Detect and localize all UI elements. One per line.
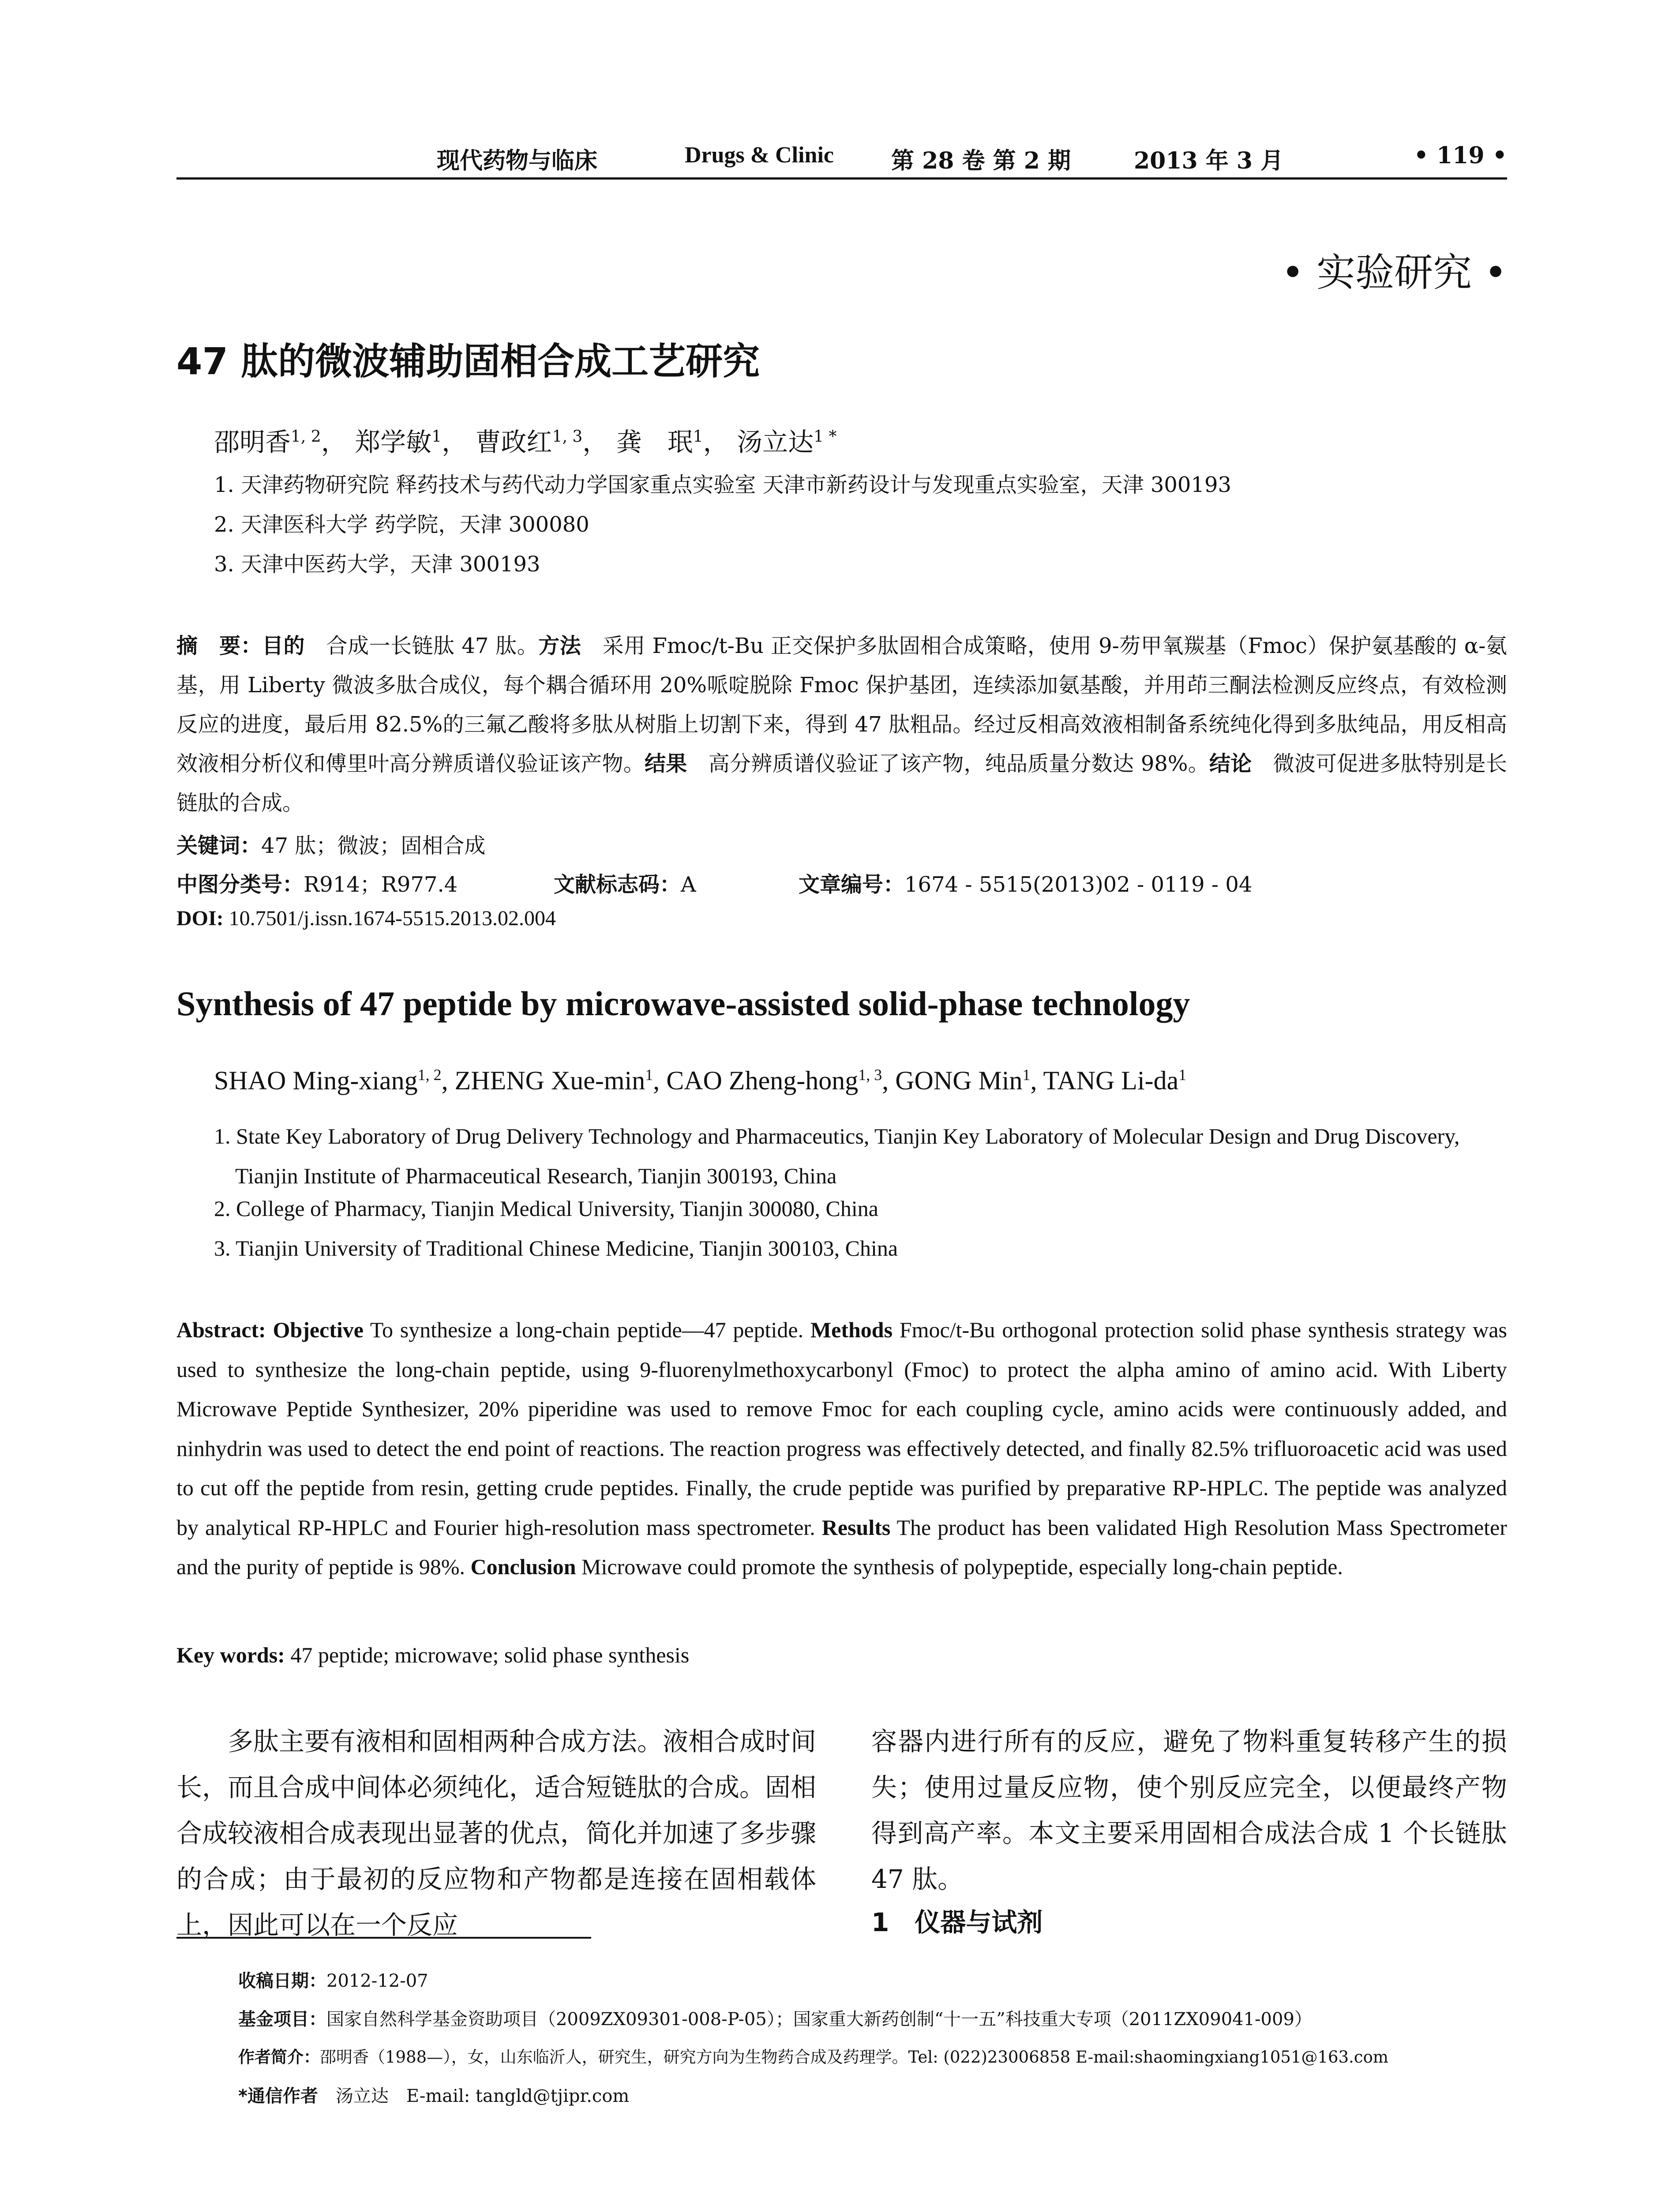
author-name: 汤立达 — [737, 427, 814, 457]
results-text-en: The product has been validated High Resolution Mass Spectrometer and the purity of peptide is 98%. — [176, 1515, 1507, 1579]
author-bio-value: 邵明香（1988—），女，山东临沂人，研究生，研究方向为生物药合成及药理学。Tel: (022)23006858 E-mail:shaomingxiang1051@163.com — [320, 2048, 1388, 2067]
abstract-label: 摘 要： — [176, 634, 262, 658]
conclusion-text: 微波可促进多肽特别是长链肽的合成。 — [176, 751, 1507, 815]
author-bio-label: 作者简介： — [238, 2048, 320, 2067]
journal-volume: 第 28 卷 第 2 期 — [891, 147, 1071, 174]
footnote-rule — [176, 1937, 591, 1939]
methods-text: 采用 Fmoc/t-Bu 正交保护多肽固相合成策略，使用 9-芴甲氧羰基（Fmoc）保护氨基酸的 α-氨基，用 Liberty 微波多肽合成仪，每个耦合循环用 20%哌啶脱除 Fmoc 保护基团，连续添加氨基酸，并用茚三酮法检测反应终点，有效检测反应的进度，最后用 82.5%的三氟乙酸将多肽从树脂上切割下来，得到 47 肽粗品。经过反相高效液相制备系统纯化得到多肽纯品，用反相高效液相分析仪和傅里叶高分辨质谱仪验证该产物。 — [176, 634, 1507, 776]
methods-text-en: Fmoc/t-Bu orthogonal protection solid phase synthesis strategy was used to synthesize the long-chain peptide, using 9-fluorenylmethoxycarbonyl (Fmoc) to protect the alpha amino of amino acid. With Liberty Microwave Peptide Synthesizer, 20% piperidine was used to remove Fmoc for each coupling cycle, amino acids were continuously added, and ninhydrin was used to detect the end point of reactions. The reaction progress was effectively detected, and finally 82.5% trifluoroacetic acid was used to cut off the peptide from resin, getting crude peptides. Finally, the crude peptide was purified by preparative RP-HPLC. The peptide was analyzed by analytical RP-HPLC and Fourier high-resolution mass spectrometer. — [176, 1317, 1507, 1540]
journal-name-cn: 现代药物与临床 — [437, 147, 598, 174]
doc-code-label: 文献标志码： — [554, 872, 681, 897]
objective-text: 合成一长链肽 47 肽。 — [305, 634, 539, 658]
classification-line — [176, 867, 458, 898]
page-title: 47 肽的微波辅助固相合成工艺研究 — [176, 340, 760, 383]
doi-line — [176, 906, 556, 930]
conclusion-label: 结论 — [1209, 751, 1252, 776]
conclusion-text-en: Microwave could promote the synthesis of polypeptide, especially long-chain peptide. — [576, 1554, 1343, 1579]
keywords-cn — [176, 829, 485, 859]
author-name: 邵明香 — [214, 427, 291, 457]
author-affil-sup: 1, 3 — [552, 428, 583, 446]
author-affil-sup: 1, 3 — [858, 1066, 882, 1084]
clc-label: 中图分类号： — [176, 872, 304, 897]
footnote-author — [238, 2044, 1388, 2067]
page-number: • 119 • — [1414, 142, 1507, 169]
article-number-line — [799, 867, 1252, 898]
author-affil-sup: 1 — [431, 428, 442, 446]
affiliation-en: 3. Tianjin University of Traditional Chinese Medicine, Tianjin 300103, China — [214, 1236, 898, 1261]
footnote-corresponding — [238, 2082, 629, 2107]
journal-name-en: Drugs & Clinic — [685, 143, 834, 168]
footnote-fund — [238, 2005, 1312, 2030]
author-name: 龚 珉 — [616, 427, 693, 457]
conclusion-label-en: Conclusion — [470, 1554, 576, 1579]
author-affil-sup: 1, 2 — [417, 1066, 442, 1084]
doi-value: 10.7501/j.issn.1674-5515.2013.02.004 — [223, 907, 556, 930]
author-name-en: GONG Min — [895, 1066, 1023, 1095]
article-number-value: 1674 - 5515(2013)02 - 0119 - 04 — [904, 872, 1252, 897]
affiliation-en: 2. College of Pharmacy, Tianjin Medical University, Tianjin 300080, China — [214, 1196, 878, 1221]
results-label-en: Results — [821, 1515, 891, 1540]
keywords-en — [176, 1642, 689, 1668]
body-right-column: 容器内进行所有的反应，避免了物料重复转移产生的损失；使用过量反应物，使个别反应完全，以便最终产物得到高产率。本文主要采用固相合成法合成 1 个长链肽 47 肽。 — [871, 1726, 1507, 1894]
author-name-en: ZHENG Xue-min — [454, 1066, 645, 1095]
keywords-en-label: Key words: — [176, 1643, 285, 1667]
authors-cn — [214, 421, 836, 458]
author-separator: , — [882, 1066, 896, 1095]
running-header — [176, 142, 1507, 182]
section-label: • 实验研究 • — [1281, 250, 1507, 295]
doc-code-line — [554, 867, 696, 898]
author-name: 曹政红 — [475, 427, 552, 457]
author-name-en: TANG Li-da — [1043, 1066, 1179, 1095]
doi-label: DOI: — [176, 907, 224, 930]
abstract-en — [176, 1310, 1507, 1587]
fund-value: 国家自然科学基金资助项目（2009ZX09301-008-P-05）；国家重大新药创制“十一五”科技重大专项（2011ZX09041-009） — [326, 2009, 1312, 2030]
received-value: 2012-12-07 — [326, 1971, 428, 1991]
objective-label: 目的 — [262, 634, 305, 658]
objective-text-en: To synthesize a long-chain peptide—47 peptide. — [364, 1317, 810, 1342]
footnote-received — [238, 1967, 428, 1992]
author-name-en: CAO Zheng-hong — [666, 1066, 859, 1095]
author-separator: , — [1030, 1066, 1043, 1095]
methods-label: 方法 — [538, 634, 581, 658]
author-name-en: SHAO Ming-xiang — [214, 1066, 418, 1095]
affiliation-cn: 3. 天津中医药大学，天津 300193 — [214, 552, 540, 577]
author-name: 郑学敏 — [355, 427, 432, 457]
affiliation-cn: 2. 天津医科大学 药学院，天津 300080 — [214, 512, 589, 537]
section-heading: 1 仪器与试剂 — [871, 1907, 1043, 1937]
author-separator: ， — [703, 427, 729, 457]
fund-label: 基金项目： — [238, 2009, 326, 2030]
author-affil-sup: 1, 2 — [291, 428, 321, 446]
body-left-column: 多肽主要有液相和固相两种合成方法。液相合成时间长，而且合成中间体必须纯化，适合短链肽的合成。固相合成较液相合成表现出显著的优点，简化并加速了多步骤的合成；由于最初的反应物和产物都是连接在固相载体上，因此可以在一个反应 — [176, 1726, 817, 1940]
affiliation-en: 1. State Key Laboratory of Drug Delivery Technology and Pharmaceutics, Tianjin Key Laboratory of Molecular Design and Drug Discovery, Tianjin Institute of Pharmaceutical Research, Tianjin 300193, China — [214, 1124, 1460, 1188]
results-label: 结果 — [645, 751, 687, 776]
keywords-en-value: 47 peptide; microwave; solid phase synthesis — [285, 1643, 690, 1667]
article-number-label: 文章编号： — [799, 872, 905, 897]
clc-value: R914；R977.4 — [304, 872, 458, 897]
abstract-cn — [176, 627, 1507, 823]
corresponding-label: *通信作者 — [238, 2086, 318, 2106]
author-separator: , — [441, 1066, 455, 1095]
author-affil-sup: 1 — [1178, 1066, 1187, 1084]
author-separator: ， — [321, 427, 347, 457]
abstract-en-label: Abstract: Objective — [176, 1317, 364, 1342]
author-affil-sup: 1 — [693, 428, 703, 446]
author-separator: ， — [582, 427, 608, 457]
header-rule — [176, 177, 1507, 180]
doc-code-value: A — [681, 872, 696, 897]
keywords-value: 47 肽；微波；固相合成 — [261, 833, 486, 858]
journal-date: 2013 年 3 月 — [1134, 147, 1284, 174]
author-separator: , — [653, 1066, 667, 1095]
authors-en — [214, 1065, 1186, 1096]
keywords-label: 关键词： — [176, 833, 262, 858]
author-affil-sup: 1 * — [814, 428, 837, 446]
affiliation-cn: 1. 天津药物研究院 释药技术与药代动力学国家重点实验室 天津市新药设计与发现重点实验室，天津 300193 — [214, 473, 1232, 497]
methods-label-en: Methods — [810, 1317, 893, 1342]
title-en: Synthesis of 47 peptide by microwave-assisted solid-phase technology — [176, 984, 1190, 1023]
received-label: 收稿日期： — [238, 1971, 326, 1991]
author-affil-sup: 1 — [645, 1066, 653, 1084]
corresponding-value: 汤立达 E-mail: tangld@tjipr.com — [318, 2086, 630, 2106]
results-text: 高分辨质谱仪验证了该产物，纯品质量分数达 98%。 — [687, 751, 1209, 776]
author-affil-sup: 1 — [1022, 1066, 1031, 1084]
author-separator: ， — [442, 427, 468, 457]
